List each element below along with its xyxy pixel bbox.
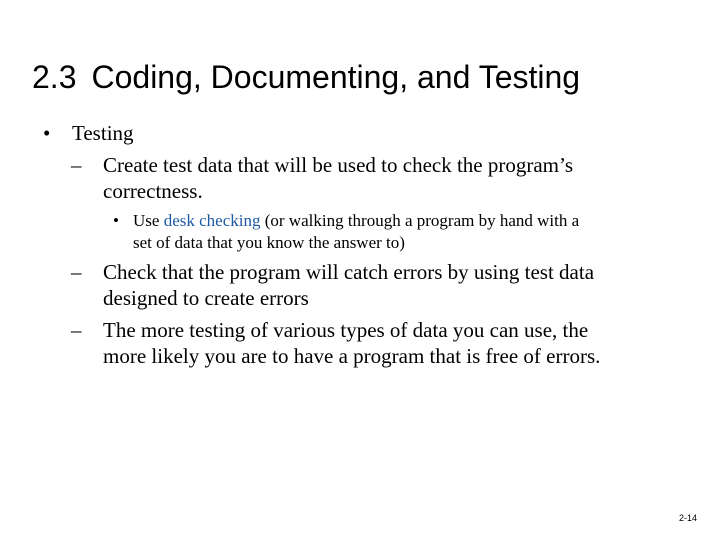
bullet-marker: •: [43, 121, 51, 145]
sub-sub-bullet-line: [133, 210, 693, 232]
bullet-marker: •: [113, 211, 119, 230]
sub-bullet-line: designed to create errors: [103, 286, 309, 310]
sub-bullet-text: [103, 317, 693, 369]
sub-bullet-line: correctness.: [103, 179, 203, 203]
text-prefix: Use: [133, 211, 164, 230]
slide-title: [32, 57, 580, 97]
sub-bullet-line: more likely you are to have a program that is free of errors.: [103, 344, 601, 368]
title-text: Coding, Documenting, and Testing: [91, 59, 581, 95]
sub-bullet-line: The more testing of various types of data you can use, the: [103, 318, 589, 342]
sub-bullet-line: Create test data that will be used to check the program’s: [103, 153, 574, 177]
sub-bullet-text: [103, 259, 693, 311]
page-number: 2-14: [679, 513, 698, 523]
sub-bullet-text: [103, 152, 693, 204]
sub-bullet-line: Check that the program will catch errors by using test data: [103, 260, 595, 284]
desk-checking-term: desk checking: [163, 211, 261, 230]
sub-sub-bullet-line: set of data that you know the answer to): [133, 233, 405, 252]
dash-marker: –: [71, 153, 82, 177]
title-number: 2.3: [32, 59, 77, 95]
dash-marker: –: [71, 260, 82, 284]
bullet-text: Testing: [72, 121, 134, 145]
dash-marker: –: [71, 318, 82, 342]
sub-sub-bullet-text: [133, 210, 693, 254]
text-rest: (or walking through a program by hand with a: [260, 211, 580, 230]
